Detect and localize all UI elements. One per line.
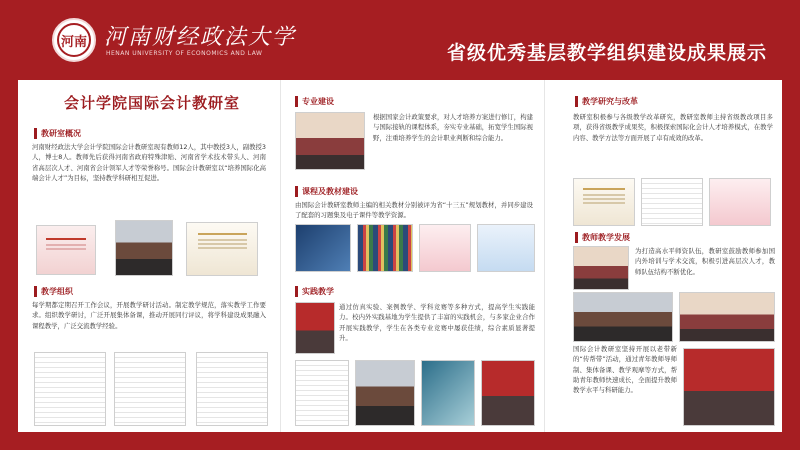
major-photo (295, 112, 365, 170)
department-title: 会计学院国际会计教研室 (64, 94, 241, 112)
practice-group-photo (355, 360, 415, 426)
university-english-name: HENAN UNIVERSITY OF ECONOMICS AND LAW (106, 50, 263, 57)
textbook-cover (419, 224, 471, 272)
research-cert-3 (709, 178, 771, 226)
development-text-2: 国际会计教研室坚持开展以老带新的“传帮带”活动，通过青年教师导师制、集体备课、教学观摩等方式，帮助青年教师快速成长，全面提升教师教学水平与科研能力。 (573, 345, 677, 395)
organization-text: 每学期都定期召开工作会议，开展教学研讨活动。制定教学规范，落实教学工作要求。组织教学研讨，广泛开展集体备课，推动开展同行评议，将学科建设成果融入课程教学，广泛交流教学经验。 (32, 301, 266, 330)
practice-award-photo (481, 360, 535, 426)
development-photo-4 (683, 348, 775, 426)
research-heading: 教学研究与改革 (575, 96, 638, 107)
overview-heading: 教研室概况 (34, 128, 81, 139)
research-text: 教研室积极参与各级教学改革研究，教研室教师主持省级教改项目多项，获得省级教学成果奖，积极探索国际化会计人才培养模式，在教学内容、教学方法等方面开展了卓有成效的改革。 (573, 113, 773, 142)
footer-bar (0, 432, 800, 450)
column-construction (280, 80, 542, 432)
column-overview (18, 80, 278, 432)
certificate-photo-1 (36, 225, 96, 275)
textbook-heading: 课程及教材建设 (295, 186, 358, 197)
research-cert-1 (573, 178, 635, 226)
practice-text: 通过仿真实验、案例教学、学科竞赛等多种方式，提高学生实践能力。校内外实践基地为学生提供了丰富的实践机会，与多家企业合作开展实践教学，学生在各类专业竞赛中屡获佳绩，综合素质显著提升。 (339, 303, 535, 342)
development-text-1: 为打造高水平师资队伍，教研室鼓励教师参加国内外培训与学术交流，积极引进高层次人才，教师队伍结构不断优化。 (635, 247, 775, 276)
research-cert-2 (641, 178, 703, 226)
page-title: 省级优秀基层教学组织建设成果展示 (447, 42, 768, 64)
practice-class-photo (421, 360, 475, 426)
practice-photo-1 (295, 302, 335, 354)
document-photo-1 (34, 352, 106, 426)
certificate-photo-2 (186, 222, 258, 276)
textbook-text: 由国际会计教研室教师主编的相关教材分别被评为省“十三五”规划教材，并同步建设了配套的习题集及电子课件等教学资源。 (295, 201, 533, 220)
university-name: 河南财经政法大学 (104, 25, 297, 50)
team-photo (115, 220, 173, 276)
major-heading: 专业建设 (295, 96, 334, 107)
university-seal-icon (52, 18, 96, 62)
course-photo-2 (477, 224, 535, 272)
development-photo-1 (573, 246, 629, 290)
document-photo-3 (196, 352, 268, 426)
practice-doc-photo (295, 360, 349, 426)
overview-text: 河南财经政法大学会计学院国际会计教研室现有教师12人，其中教授3人，副教授3人，博士8人。教师先后获得河南省政府特殊津贴、河南省学术技术带头人、河南省高层次人才、河南省会计领军人才等荣誉称号。国际会计教研室以“培养国际化高端会计人才”为目标，坚持教学科研相互促进。 (32, 143, 266, 182)
development-photo-3 (679, 292, 775, 342)
seal-text: 河南 (57, 23, 91, 57)
course-photo-1 (295, 224, 351, 272)
practice-heading: 实践教学 (295, 286, 334, 297)
development-heading: 教师教学发展 (575, 232, 630, 243)
display-board (18, 80, 782, 432)
column-research (544, 80, 782, 432)
document-photo-2 (114, 352, 186, 426)
development-photo-2 (573, 292, 673, 342)
header (0, 0, 800, 80)
organization-heading: 教学组织 (34, 286, 73, 297)
textbook-photo (357, 224, 413, 272)
major-text: 根据国家会计政策要求，对人才培养方案进行修订，构建与国际接轨的课程体系，夯实专业基础，拓宽学生国际视野，注重培养学生的会计职业判断和综合能力。 (373, 113, 533, 142)
